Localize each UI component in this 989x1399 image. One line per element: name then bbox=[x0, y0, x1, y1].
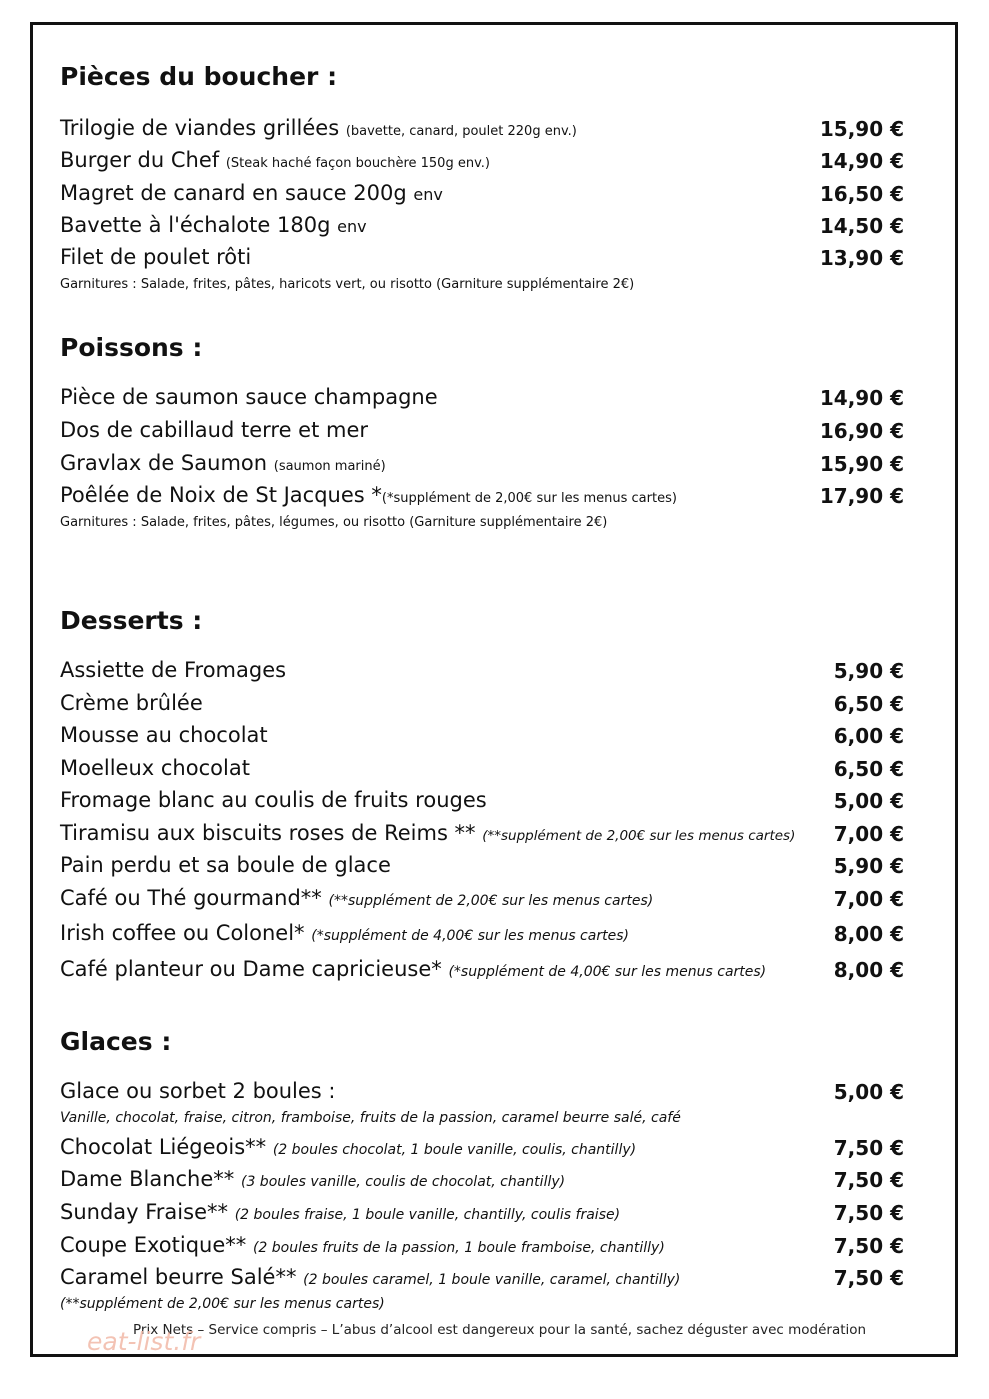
section-title-boucher: Pièces du boucher : bbox=[60, 62, 338, 91]
garnish-note: Garnitures : Salade, frites, pâtes, légumes, ou risotto (Garniture supplémentaire 2€) bbox=[60, 515, 608, 530]
item-price: 5,90 € bbox=[833, 854, 904, 878]
menu-item: Mousse au chocolat bbox=[60, 723, 268, 747]
item-price: 6,50 € bbox=[833, 692, 904, 716]
menu-item: Gravlax de Saumon (saumon mariné) bbox=[60, 451, 386, 475]
item-price: 7,50 € bbox=[833, 1266, 904, 1290]
menu-item: Glace ou sorbet 2 boules : bbox=[60, 1079, 336, 1103]
menu-item: Burger du Chef (Steak haché façon bouchère 150g env.) bbox=[60, 148, 490, 172]
item-price: 6,50 € bbox=[833, 757, 904, 781]
item-price: 7,00 € bbox=[833, 822, 904, 846]
menu-item: Café ou Thé gourmand** (**supplément de 2,00€ sur les menus cartes) bbox=[60, 886, 654, 910]
menu-item: Crème brûlée bbox=[60, 691, 203, 715]
menu-item: Assiette de Fromages bbox=[60, 658, 287, 682]
item-price: 5,00 € bbox=[833, 1080, 904, 1104]
item-price: 5,00 € bbox=[833, 789, 904, 813]
item-price: 15,90 € bbox=[819, 117, 904, 141]
item-price: 14,90 € bbox=[819, 386, 904, 410]
menu-item: Moelleux chocolat bbox=[60, 756, 250, 780]
item-price: 7,00 € bbox=[833, 887, 904, 911]
item-price: 5,90 € bbox=[833, 659, 904, 683]
item-price: 16,90 € bbox=[819, 419, 904, 443]
item-price: 7,50 € bbox=[833, 1136, 904, 1160]
item-price: 15,90 € bbox=[819, 452, 904, 476]
item-price: 6,00 € bbox=[833, 724, 904, 748]
item-price: 7,50 € bbox=[833, 1234, 904, 1258]
menu-item: Pièce de saumon sauce champagne bbox=[60, 385, 438, 409]
item-price: 8,00 € bbox=[833, 958, 904, 982]
menu-item: Tiramisu aux biscuits roses de Reims ** (**supplément de 2,00€ sur les menus cartes) bbox=[60, 821, 796, 845]
menu-item: Trilogie de viandes grillées (bavette, canard, poulet 220g env.) bbox=[60, 116, 577, 140]
flavors-note: Vanille, chocolat, fraise, citron, framboise, fruits de la passion, caramel beurre salé, café bbox=[60, 1110, 681, 1126]
item-price: 7,50 € bbox=[833, 1201, 904, 1225]
menu-item: Poêlée de Noix de St Jacques *(*supplément de 2,00€ sur les menus cartes) bbox=[60, 483, 677, 507]
item-price: 17,90 € bbox=[819, 484, 904, 508]
item-price: 14,50 € bbox=[819, 214, 904, 238]
supplement-note: (**supplément de 2,00€ sur les menus cartes) bbox=[60, 1296, 385, 1312]
item-price: 7,50 € bbox=[833, 1168, 904, 1192]
item-price: 13,90 € bbox=[819, 246, 904, 270]
section-title-glaces: Glaces : bbox=[60, 1027, 172, 1056]
item-price: 16,50 € bbox=[819, 182, 904, 206]
section-title-desserts: Desserts : bbox=[60, 606, 203, 635]
menu-item: Café planteur ou Dame capricieuse* (*supplément de 4,00€ sur les menus cartes) bbox=[60, 957, 767, 981]
menu-item: Coupe Exotique** (2 boules fruits de la passion, 1 boule framboise, chantilly) bbox=[60, 1233, 665, 1257]
menu-item: Bavette à l'échalote 180g env bbox=[60, 213, 367, 237]
menu-item: Chocolat Liégeois** (2 boules chocolat, 1 boule vanille, coulis, chantilly) bbox=[60, 1135, 637, 1159]
item-price: 14,90 € bbox=[819, 149, 904, 173]
menu-item: Caramel beurre Salé** (2 boules caramel, 1 boule vanille, caramel, chantilly) bbox=[60, 1265, 681, 1289]
menu-item: Dos de cabillaud terre et mer bbox=[60, 418, 369, 442]
menu-item: Sunday Fraise** (2 boules fraise, 1 boule vanille, chantilly, coulis fraise) bbox=[60, 1200, 621, 1224]
footer-note: Prix Nets – Service compris – L’abus d’alcool est dangereux pour la santé, sachez déguster avec modération bbox=[133, 1322, 867, 1338]
section-title-poissons: Poissons : bbox=[60, 333, 203, 362]
menu-item: Fromage blanc au coulis de fruits rouges bbox=[60, 788, 487, 812]
garnish-note: Garnitures : Salade, frites, pâtes, haricots vert, ou risotto (Garniture supplémentaire 2€) bbox=[60, 277, 635, 292]
watermark: eat-list.fr bbox=[87, 1327, 201, 1356]
menu-item: Irish coffee ou Colonel* (*supplément de 4,00€ sur les menus cartes) bbox=[60, 921, 629, 945]
menu-item: Magret de canard en sauce 200g env bbox=[60, 181, 443, 205]
menu-item: Pain perdu et sa boule de glace bbox=[60, 853, 391, 877]
menu-item: Dame Blanche** (3 boules vanille, coulis de chocolat, chantilly) bbox=[60, 1167, 566, 1191]
item-price: 8,00 € bbox=[833, 922, 904, 946]
menu-item: Filet de poulet rôti bbox=[60, 245, 252, 269]
